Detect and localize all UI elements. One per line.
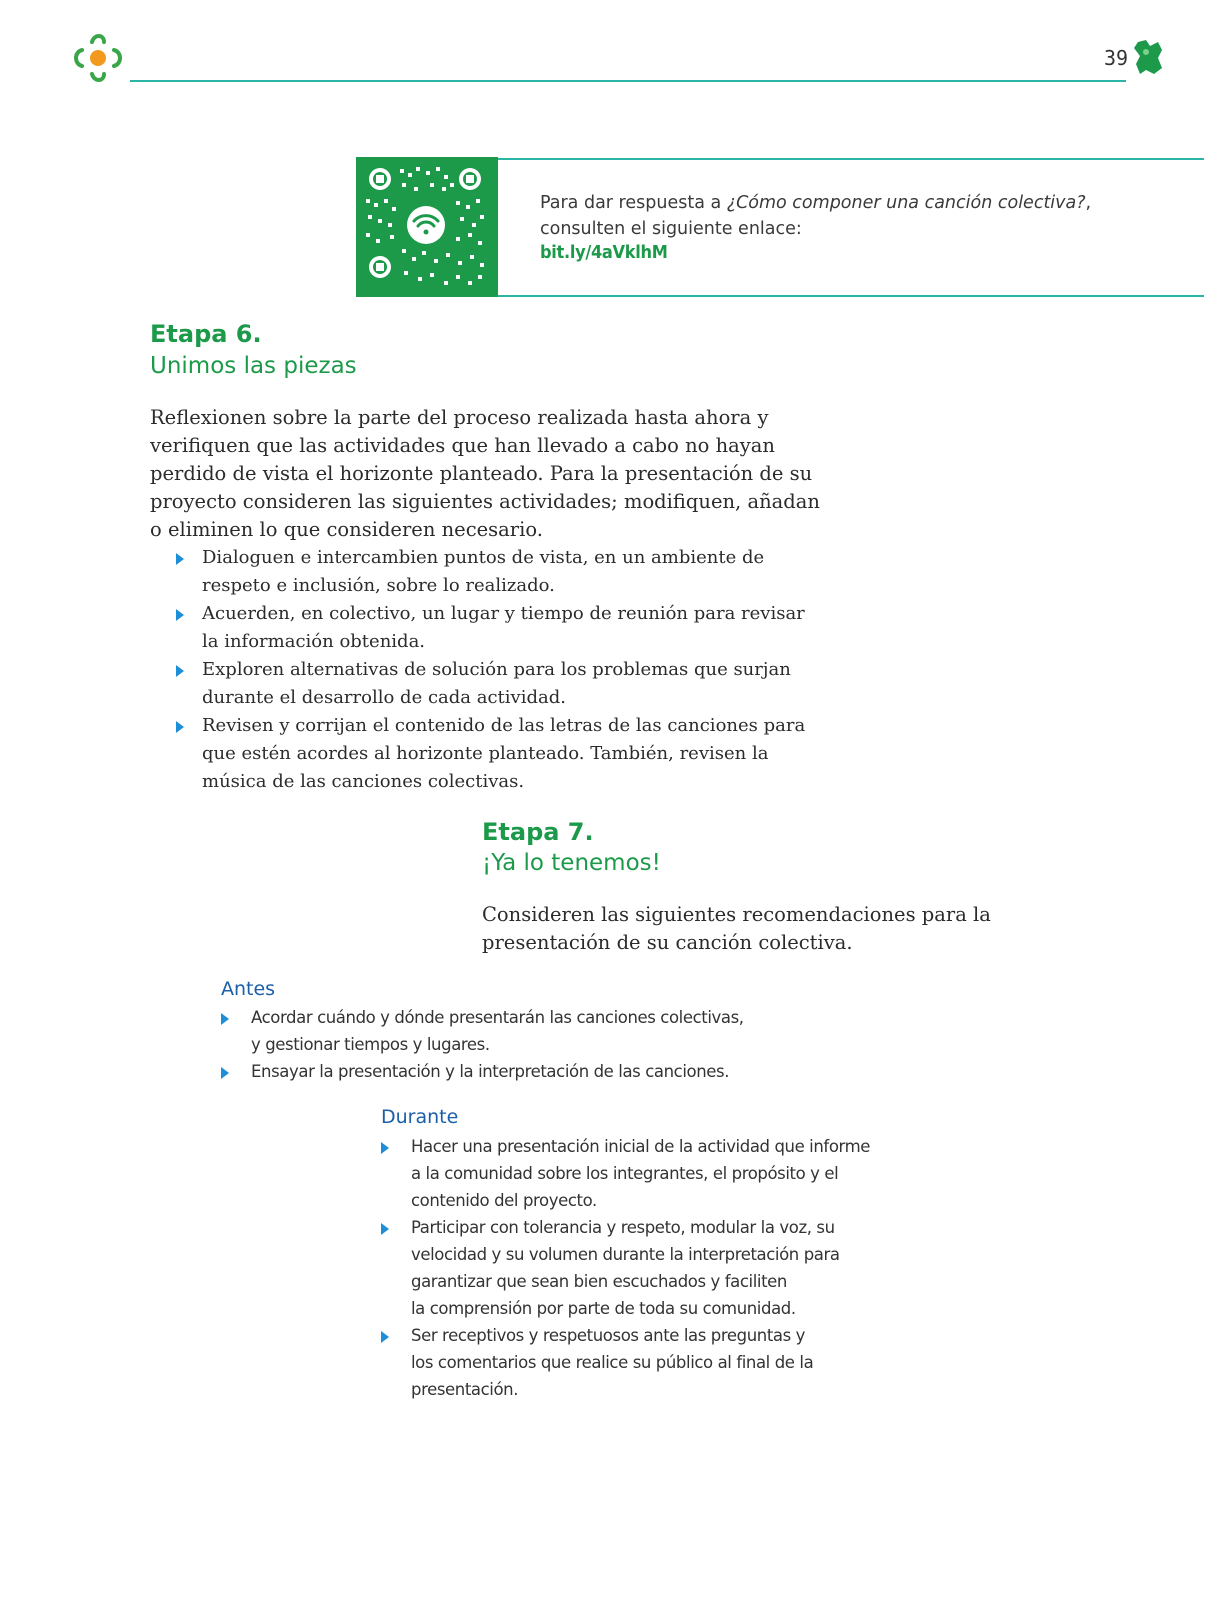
paragraph-line: perdido de vista el horizonte planteado. Para la presentación de su (150, 462, 813, 485)
list-item (221, 1058, 744, 1085)
list-item-line: y gestionar tiempos y lugares. (251, 1035, 490, 1054)
qr-link[interactable]: bit.ly/4aVklhM (540, 242, 668, 263)
list-item-line: Exploren alternativas de solución para los problemas que surjan (202, 659, 791, 680)
list-item-line: la información obtenida. (202, 631, 426, 652)
bullet-icon (381, 1142, 389, 1154)
list-item-line: Dialoguen e intercambien puntos de vista, en un ambiente de (202, 547, 765, 568)
list-item-line: Acuerden, en colectivo, un lugar y tiempo de reunión para revisar (202, 603, 805, 624)
antes-list (221, 1004, 744, 1085)
list-item-line: respeto e inclusión, sobre lo realizado. (202, 575, 555, 596)
list-item-line: Ser receptivos y respetuosos ante las preguntas y (411, 1326, 806, 1345)
list-item (176, 656, 805, 712)
bullet-icon (176, 553, 184, 565)
list-item-line: la comprensión por parte de toda su comunidad. (411, 1299, 796, 1318)
list-item (221, 1004, 744, 1058)
antes-heading: Antes (221, 978, 276, 1000)
paragraph-line: presentación de su canción colectiva. (482, 931, 853, 954)
paragraph-line: Reflexionen sobre la parte del proceso realizada hasta ahora y (150, 406, 769, 429)
list-item-line: los comentarios que realice su público al final de la (411, 1353, 814, 1372)
list-item (381, 1214, 870, 1322)
list-item-line: a la comunidad sobre los integrantes, el propósito y el (411, 1164, 839, 1183)
header-rule (130, 80, 1126, 82)
etapa6-title: Unimos las piezas (150, 353, 357, 379)
bullet-icon (176, 665, 184, 677)
qr-instructions (540, 190, 1160, 242)
list-item-line: presentación. (411, 1380, 519, 1399)
bullet-icon (381, 1331, 389, 1343)
bullet-icon (381, 1223, 389, 1235)
green-figure-icon (1132, 38, 1166, 76)
paragraph-line: proyecto consideren las siguientes actividades; modifiquen, añadan (150, 490, 820, 513)
paragraph-line: o eliminen lo que consideren necesario. (150, 518, 543, 541)
list-item-line: Ensayar la presentación y la interpretación de las canciones. (251, 1062, 730, 1081)
list-item-line: Acordar cuándo y dónde presentarán las canciones colectivas, (251, 1008, 744, 1027)
etapa7-title: ¡Ya lo tenemos! (482, 850, 661, 876)
etapa7-paragraph (482, 901, 991, 957)
qr-rule-bottom (498, 295, 1204, 297)
list-item-line: velocidad y su volumen durante la interpretación para (411, 1245, 840, 1264)
list-item (176, 600, 805, 656)
list-item-line: garantizar que sean bien escuchados y faciliten (411, 1272, 787, 1291)
page-number: 39 (1104, 46, 1129, 70)
etapa6-activity-list (176, 544, 805, 796)
list-item (176, 712, 805, 796)
etapa7-number: Etapa 7. (482, 818, 594, 846)
list-item (176, 544, 805, 600)
list-item-line: que estén acordes al horizonte planteado. También, revisen la (202, 743, 769, 764)
qr-text-after: , (1085, 193, 1092, 213)
qr-text-line2: consulten el siguiente enlace: (540, 219, 802, 239)
list-item-line: contenido del proyecto. (411, 1191, 597, 1210)
bullet-icon (176, 609, 184, 621)
list-item-line: música de las canciones colectivas. (202, 771, 525, 792)
paragraph-line: Consideren las siguientes recomendaciones para la (482, 903, 991, 926)
list-item-line: Hacer una presentación inicial de la actividad que informe (411, 1137, 871, 1156)
bullet-icon (176, 721, 184, 733)
bullet-icon (221, 1067, 229, 1079)
qr-question: ¿Cómo componer una canción colectiva? (726, 193, 1086, 213)
qr-code-icon[interactable] (356, 157, 498, 297)
list-item-line: Participar con tolerancia y respeto, modular la voz, su (411, 1218, 835, 1237)
list-item (381, 1322, 870, 1403)
durante-list (381, 1133, 870, 1403)
flower-logo-icon (70, 32, 126, 84)
etapa6-paragraph (150, 404, 820, 544)
qr-text-before: Para dar respuesta a (540, 193, 727, 213)
paragraph-line: verifiquen que las actividades que han llevado a cabo no hayan (150, 434, 775, 457)
list-item-line: Revisen y corrijan el contenido de las letras de las canciones para (202, 715, 806, 736)
durante-heading: Durante (381, 1106, 459, 1128)
list-item (381, 1133, 870, 1214)
list-item-line: durante el desarrollo de cada actividad. (202, 687, 566, 708)
qr-rule-top (498, 158, 1204, 160)
bullet-icon (221, 1013, 229, 1025)
etapa6-number: Etapa 6. (150, 320, 262, 348)
